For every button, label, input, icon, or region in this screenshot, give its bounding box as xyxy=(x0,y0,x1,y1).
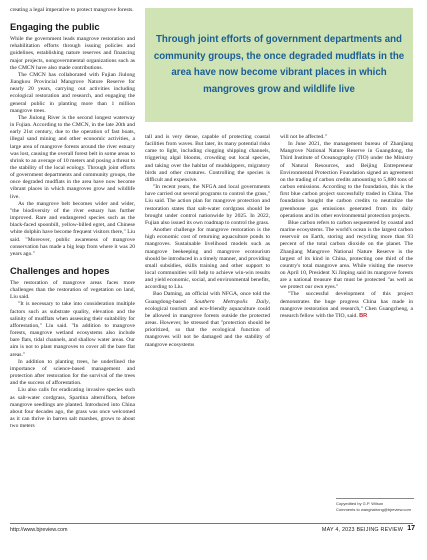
copyeditor-line: Copyedited by G.P. Wilson xyxy=(336,501,384,506)
paragraph: Blue carbon refers to carbon sequestered by coastal and marine ecosystems. The world's ocean is the largest carbon reservoir on Earth, storing and recycling more than 93 percent of the total carbon dioxide on the planet. The Zhanjiang Mangrove National Nature Reserve is the largest of its kind in China, protecting one third of the country's total mangrove area. While visiting the reserve on April 10, President Xi Jinping said its mangrove forests are a national treasure that must be protected "as well as we protect our own eyes." xyxy=(280,219,413,291)
section-heading-challenges: Challenges and hopes xyxy=(10,265,110,276)
paragraph: In June 2021, the management bureau of Zhanjiang Mangrove National Nature Reserve in Guangdong, the Third Institute of Oceanography (TIO) under the Ministry of Natural Resources, and Beijing Entrepreneur Environmental Protection Foundation signed an agreement on the trading of carbon credits amounting to 5,880 tons of carbon emissions. According to the foundation, this is the first blue carbon project successfully traded in China. The foundation bought the carbon credits to neutralize the greenhouse gas emissions generated from its daily operations and its other environmental protection projects. xyxy=(280,141,413,219)
footer-issue-date: MAY 4, 2023 BEIJING REVIEW xyxy=(321,527,403,533)
paragraph: "The successful development of this project demonstrates the huge progress China has made in mangrove restoration and research," Chen Guangcheng, a research fellow with the TIO, said. BR xyxy=(280,291,413,319)
paragraph: tall and is very dense, capable of protecting coastal facilities from waves. But later, its many potential risks came to light, including clogging shipping channels, triggering algal blooms, crowding out local species, and taking over the habitat of mudskippers, migratory birds and other creatures. Controlling the species is difficult and expensive. xyxy=(145,134,270,183)
paragraph: As the mangrove belt becomes wider and wider, "the biodiversity of the river estuary has further improved. Rare and endangered species such as the black-faced spoonbill, yellow-billed egret, and Chinese white dolphin have become frequent visitors there," Liu said. "Moreover, public awareness of mangrove conservation has made a big leap from where it was 20 years ago." xyxy=(10,200,135,257)
paragraph: The CMCN has collaborated with Fujian Jiulong Jiangkou Provincial Mangrove Nature Reserve for nearly 20 years, carrying out activities including ecological restoration and research, and engaging the general public in planting more than 1 million mangrove trees. xyxy=(10,71,135,114)
page-number: 17 xyxy=(407,525,415,532)
paragraph: "It is necessary to take into consideration multiple factors such as substrate quality, elevation and the salinity of mudflats when assessing their suitability for afforestation," Liu said. "In addition to mangrove forests, mangrove wetland ecosystems also include bare flats, tidal channels, and shallow water areas. Our aim is not to plant mangroves to cover all the bare flat areas." xyxy=(10,301,135,358)
pull-quote-text: Through joint efforts of government departments and community groups, the once degraded mudflats in the area have now become vibrant places in which mangroves grow and wildlife live xyxy=(153,34,405,95)
section-heading-engaging-public: Engaging the public xyxy=(10,21,100,33)
footer-divider xyxy=(10,523,413,524)
paragraph: Liu also calls for eradicating invasive species such as salt-water cordgrass, Spartina alterniflora, before mangrove seedlings are planted. Introduced into China about four decades ago, the grass was once welcomed as it can thrive in barren salt marshes, grows to about two meters xyxy=(10,387,135,430)
article-column-1 xyxy=(10,7,135,430)
paragraph: The restoration of mangrove areas faces more challenges than the restoration of vegetation on land, Liu said. xyxy=(10,280,135,301)
pull-quote-box xyxy=(145,8,413,122)
paragraph: will not be affected." xyxy=(280,134,327,140)
copyedit-credit xyxy=(336,498,414,512)
paragraph: creating a legal imperative to protect mangrove forests. xyxy=(10,7,134,13)
paragraph: The Jiulong River is the second longest waterway in Fujian. According to the CMCN, in the late 20th and early 21st century, due to the operation of fast boats, illegal sand mining and other economic activities, a large area of mangrove forests around the river estuary was lost, causing the overall forest belt in some areas to shrink to an average of 10 meters and posing a threat to the stability of the local ecology. Through joint efforts of government departments and community groups, the once degraded mudflats in the area have now become vibrant places in which mangroves grow and wildlife live. xyxy=(10,114,135,200)
paragraph: Bao Daming, an official with NFGA, once told the Guangdong-based Southern Metropolis Daily, ecological tourism and eco-friendly aquaculture could be allowed in mangrove forests outside the protected areas. However, he stressed that "protection should be prioritized, so that the ecological function of mangroves will not be damaged and the stability of mangrove ecosystems xyxy=(145,291,270,348)
comments-email-line: Comments to wanghairong@bjreview.com xyxy=(336,506,411,512)
article-column-3 xyxy=(280,134,413,320)
paragraph: "In recent years, the NFGA and local governments have carried out several programs to control the grass," Liu said. The action plan for mangrove protection and restoration states that salt-water cordgrass should be brought under control nationwide by 2025. In 2022, Fujian also issued its own roadmap to control the grass. xyxy=(145,184,270,226)
paragraph: While the government leads mangrove restoration and rehabilitation efforts through issuing policies and guidelines, establishing nature reserves and financing major projects, nongovernmental organizations such as the CMCN have also made contributions. xyxy=(10,36,135,71)
newspaper-name: Southern Metropolis Daily xyxy=(194,298,269,305)
paragraph: Another challenge for mangrove restoration is the high economic cost of returning aquaculture ponds to mangroves. Sustainable livelihood models such as mangrove beekeeping and mangrove ecotourism should be introduced in a timely manner, and providing small subsidies, skills training and other support to local communities will help to achieve win-win results and yield economic, social, and environmental benefits, according to Liu. xyxy=(145,227,270,291)
footer-url: http://www.bjreview.com xyxy=(10,527,68,533)
article-column-2 xyxy=(145,134,270,349)
paragraph: In addition to planting trees, he underlined the importance of science-based management and protection after restoration for the survival of the trees and the success of afforestation. xyxy=(10,358,135,387)
end-mark: BR xyxy=(359,312,368,319)
